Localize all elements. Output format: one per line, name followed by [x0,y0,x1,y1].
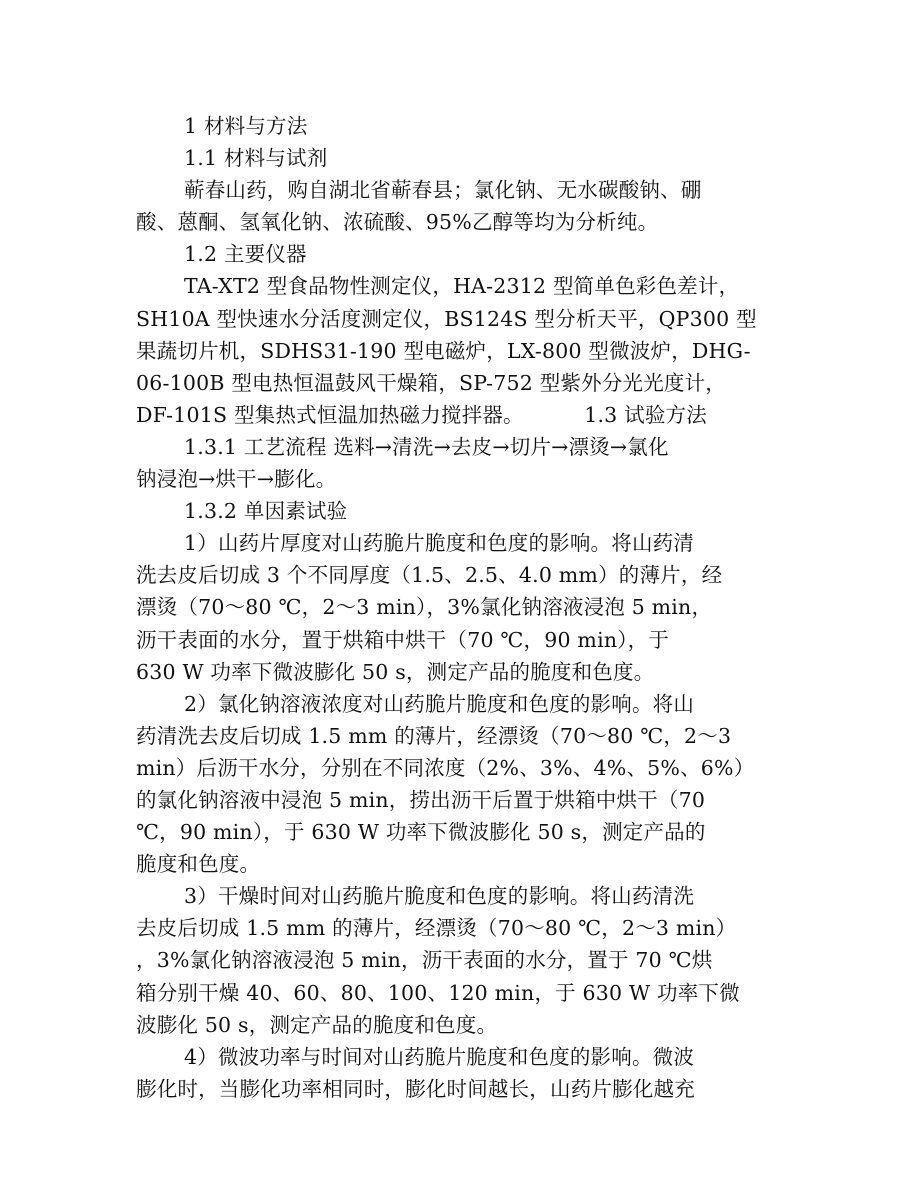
body-text-line: 沥干表面的水分，置于烘箱中烘干（70 ℃，90 min），于 [136,627,670,652]
body-text-line: 果蔬切片机，SDHS31-190 型电磁炉，LX-800 型微波炉，DHG- [136,338,751,363]
body-text-line: 3）干燥时间对山药脆片脆度和色度的影响。将山药清洗 [184,884,695,909]
body-text-line: 脆度和色度。 [136,852,261,877]
section-heading: 1 材料与方法 [184,114,308,138]
body-text-line: 蕲春山药，购自湖北省蕲春县；氯化钠、无水碳酸钠、硼 [184,178,702,203]
document-page [136,110,786,1105]
body-text-line: 钠浸泡→烘干→膨化。 [136,467,337,492]
body-text-line: ℃，90 min），于 630 W 功率下微波膨化 50 s，测定产品的 [136,820,706,845]
body-text-line: 酸、蒽酮、氢氧化钠、浓硫酸、95%乙醇等均为分析纯。 [136,210,659,235]
subsection-heading: 1.2 主要仪器 [184,242,307,267]
body-text-line: 1.3.1 工艺流程 选料→清洗→去皮→切片→漂烫→氯化 [184,434,669,459]
body-text-line: 漂烫（70～80 ℃，2～3 min），3%氯化钠溶液浸泡 5 min， [136,595,713,620]
body-text-line: 的氯化钠溶液中浸泡 5 min，捞出沥干后置于烘箱中烘干（70 [136,787,706,812]
body-text-line: 06-100B 型电热恒温鼓风干燥箱，SP-752 型紫外分光光度计， [136,370,727,395]
body-text-line: DF-101S 型集热式恒温加热磁力搅拌器。 1.3 试验方法 [136,402,707,427]
body-text-line: 1）山药片厚度对山药脆片脆度和色度的影响。将山药清 [184,531,695,556]
body-text-line: 2）氯化钠溶液浓度对山药脆片脆度和色度的影响。将山 [184,691,695,716]
body-text-line: min）后沥干水分，分别在不同浓度（2%、3%、4%、5%、6%） [136,755,755,780]
body-text-line: 箱分别干燥 40、60、80、100、120 min，于 630 W 功率下微 [136,980,740,1005]
body-text-line: 630 W 功率下微波膨化 50 s，测定产品的脆度和色度。 [136,659,655,684]
body-text-line: 膨化时，当膨化功率相同时，膨化时间越长，山药片膨化越充 [136,1076,695,1101]
body-text-line: ，3%氯化钠溶液浸泡 5 min，沥干表面的水分，置于 70 ℃烘 [136,948,713,973]
body-text-line: TA-XT2 型食品物性测定仪，HA-2312 型简单色彩色差计， [184,274,740,299]
subsection-heading: 1.1 材料与试剂 [184,146,328,171]
subsection-heading: 1.3.2 单因素试验 [184,499,348,524]
body-text-line: SH10A 型快速水分活度测定仪，BS124S 型分析天平，QP300 型 [136,306,757,331]
body-text-line: 药清洗去皮后切成 1.5 mm 的薄片，经漂烫（70～80 ℃，2～3 [136,723,732,748]
body-text-line: 波膨化 50 s，测定产品的脆度和色度。 [136,1012,498,1037]
body-text-line: 去皮后切成 1.5 mm 的薄片，经漂烫（70～80 ℃，2～3 min） [136,916,737,941]
body-text-line: 4）微波功率与时间对山药脆片脆度和色度的影响。微波 [184,1044,695,1069]
body-text-line: 洗去皮后切成 3 个不同厚度（1.5、2.5、4.0 mm）的薄片，经 [136,563,723,588]
